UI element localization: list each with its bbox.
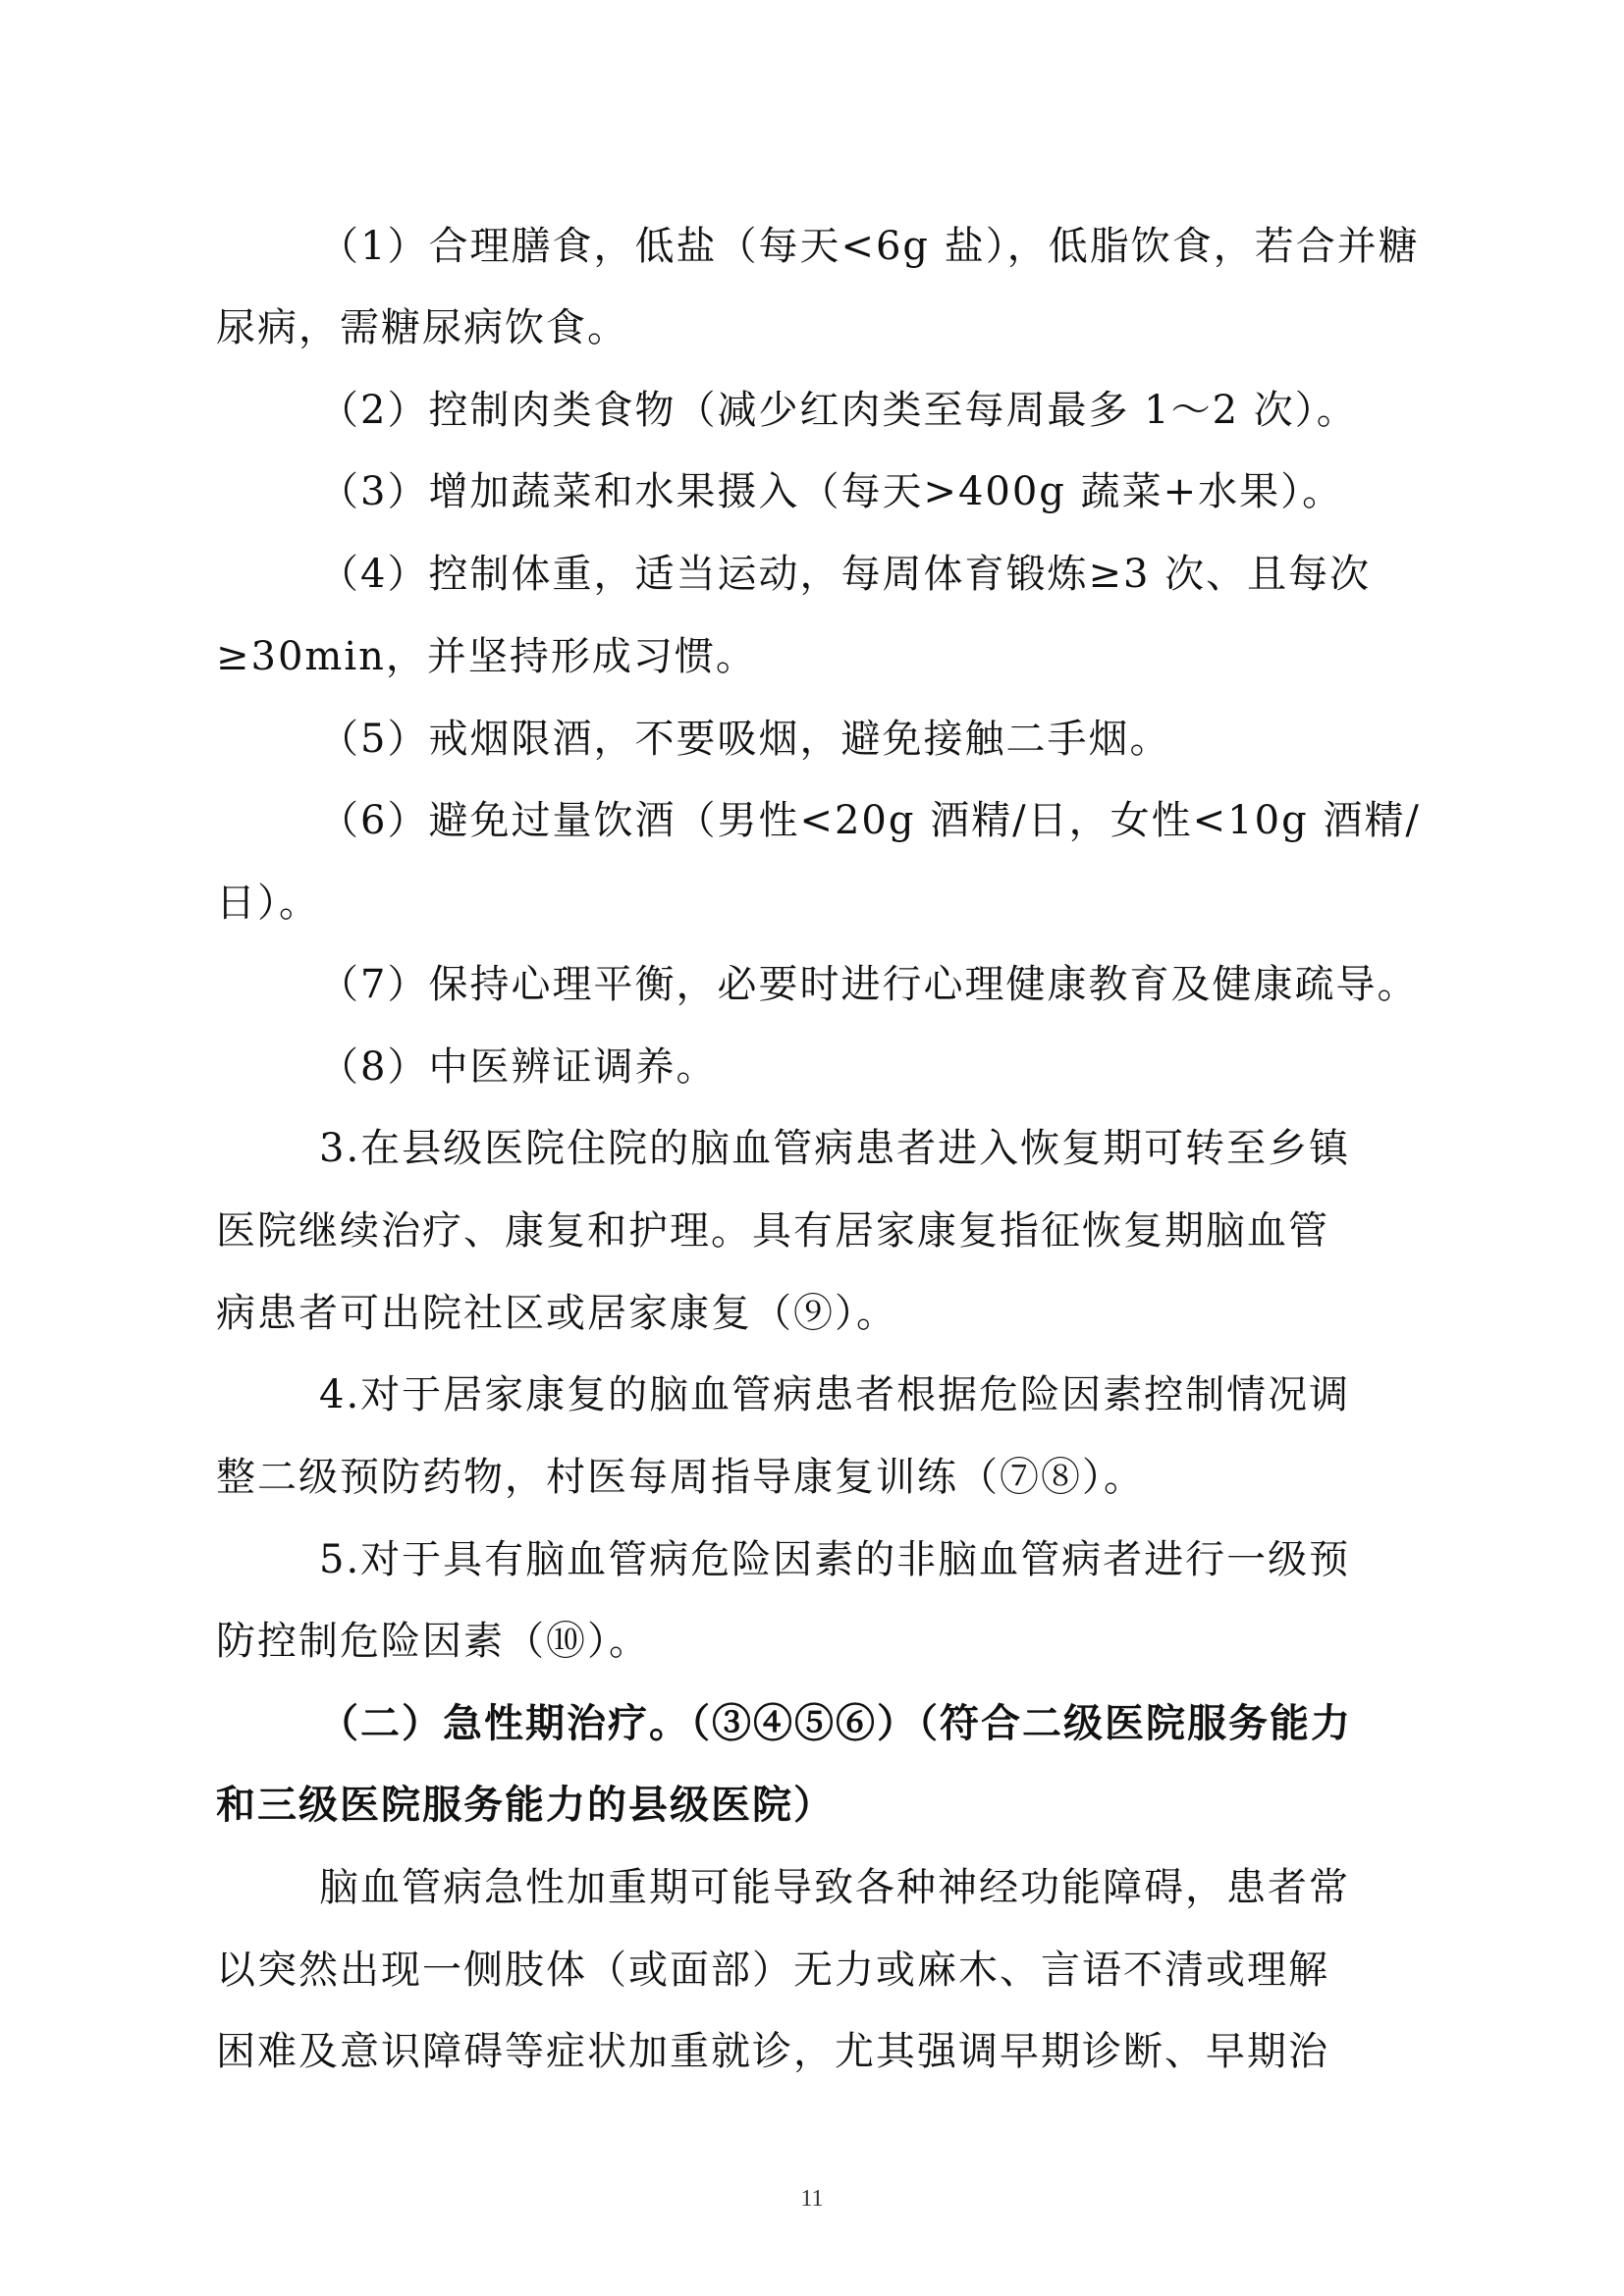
diet-item-4-cont: ≥30min，并坚持形成习惯。 (216, 634, 757, 679)
diet-item-6-cont: 日）。 (216, 881, 320, 926)
page-number: 11 (800, 2186, 824, 2212)
body-paragraph-line-3: 困难及意识障碍等症状加重就诊，尤其强调早期诊断、早期治 (216, 2029, 1329, 2074)
body-paragraph-line-2: 以突然出现一侧肢体（或面部）无力或麻木、言语不清或理解 (216, 1948, 1329, 1993)
paragraph-3-line-1: 3.在县级医院住院的脑血管病患者进入恢复期可转至乡镇 (319, 1126, 1351, 1171)
diet-item-7: （7）保持心理平衡，必要时进行心理健康教育及健康疏导。 (319, 962, 1419, 1007)
section-heading-line-1: （二）急性期治疗。（③④⑤⑥）（符合二级医院服务能力 (319, 1700, 1352, 1746)
diet-item-1: （1）合理膳食，低盐（每天<6g 盐），低脂饮食，若合并糖 (319, 224, 1420, 269)
paragraph-4-line-2: 整二级预防药物，村医每周指导康复训练（⑦⑧）。 (216, 1455, 1145, 1500)
paragraph-5-line-2: 防控制危险因素（⑩）。 (216, 1619, 650, 1664)
diet-item-8: （8）中医辨证调养。 (319, 1044, 718, 1090)
body-paragraph-line-1: 脑血管病急性加重期可能导致各种神经功能障碍，患者常 (319, 1865, 1350, 1910)
diet-item-3: （3）增加蔬菜和水果摄入（每天>400g 蔬菜+水果）。 (319, 469, 1344, 514)
paragraph-3-line-2: 医院继续治疗、康复和护理。具有居家康复指征恢复期脑血管 (216, 1208, 1329, 1254)
diet-item-1-cont: 尿病，需糖尿病饮食。 (216, 305, 628, 350)
section-heading-line-2: 和三级医院服务能力的县级医院） (216, 1782, 835, 1828)
diet-item-4: （4）控制体重，适当运动，每周体育锻炼≥3 次、且每次 (319, 552, 1372, 597)
paragraph-4-line-1: 4.对于居家康复的脑血管病患者根据危险因素控制情况调 (319, 1372, 1351, 1417)
diet-item-6: （6）避免过量饮酒（男性<20g 酒精/日，女性<10g 酒精/ (319, 798, 1421, 843)
diet-item-2: （2）控制肉类食物（减少红肉类至每周最多 1～2 次）。 (319, 388, 1358, 433)
paragraph-3-line-3: 病患者可出院社区或居家康复（⑨）。 (216, 1291, 897, 1336)
diet-item-5: （5）戒烟限酒，不要吸烟，避免接触二手烟。 (319, 717, 1171, 762)
paragraph-5-line-1: 5.对于具有脑血管病危险因素的非脑血管病者进行一级预 (319, 1537, 1351, 1582)
